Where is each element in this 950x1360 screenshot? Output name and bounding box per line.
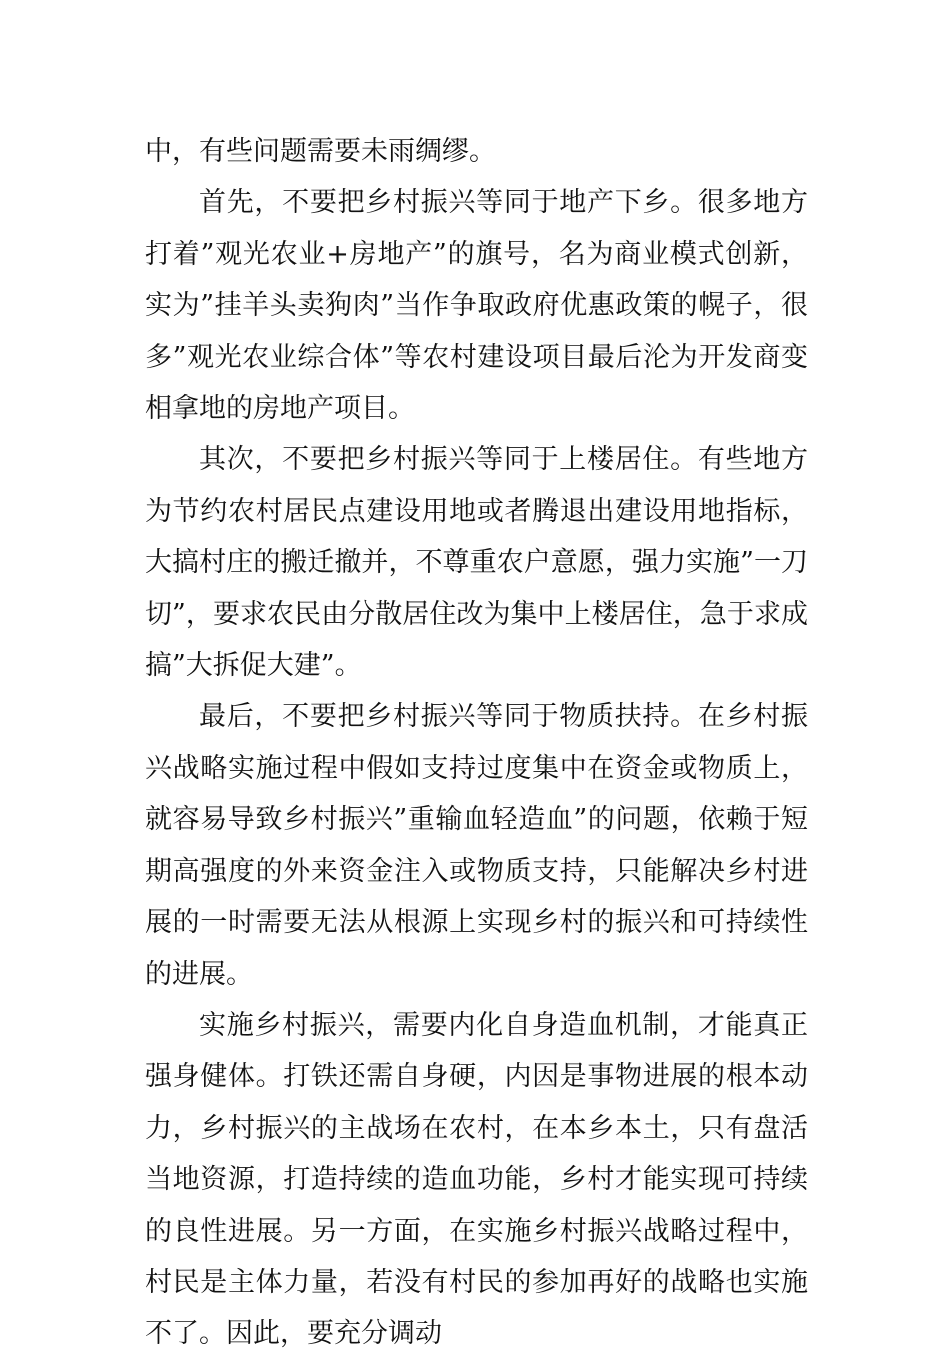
paragraph-first-point: 首先，不要把乡村振兴等同于地产下乡。很多地方打着”观光农业+房地产”的旗号，名为商业模式创新，实为”挂羊头卖狗肉”当作争取政府优惠政策的幌子，很多”观光农业综合体”等农村建设项目最后沦为开发商变相拿地的房地产项目。 xyxy=(145,187,808,425)
paragraph-self-reliance: 实施乡村振兴，需要内化自身造血机制，才能真正强身健体。打铁还需自身硬，内因是事物进展的根本动力，乡村振兴的主战场在农村，在本乡本土，只有盘活当地资源，打造持续的造血功能，乡村才能实现可持续的良性进展。另一方面，在实施乡村振兴战略过程中，村民是主体力量，若没有村民的参加再好的战略也实施不了。因此，要充分调动 xyxy=(145,1009,808,1350)
paragraph-second-point: 其次，不要把乡村振兴等同于上楼居住。有些地方为节约农村居民点建设用地或者腾退出建设用地指标，大搞村庄的搬迁撤并，不尊重农户意愿，强力实施”一刀切”，要求农民由分散居住改为集中上楼居住，急于求成搞”大拆促大建”。 xyxy=(145,444,808,682)
document-body xyxy=(145,126,808,1360)
paragraph-third-point: 最后，不要把乡村振兴等同于物质扶持。在乡村振兴战略实施过程中假如支持过度集中在资金或物质上，就容易导致乡村振兴”重输血轻造血”的问题，依赖于短期高强度的外来资金注入或物质支持，只能解决乡村进展的一时需要无法从根源上实现乡村的振兴和可持续性的进展。 xyxy=(145,701,808,990)
paragraph-continuation: 中，有些问题需要未雨绸缪。 xyxy=(145,136,496,167)
